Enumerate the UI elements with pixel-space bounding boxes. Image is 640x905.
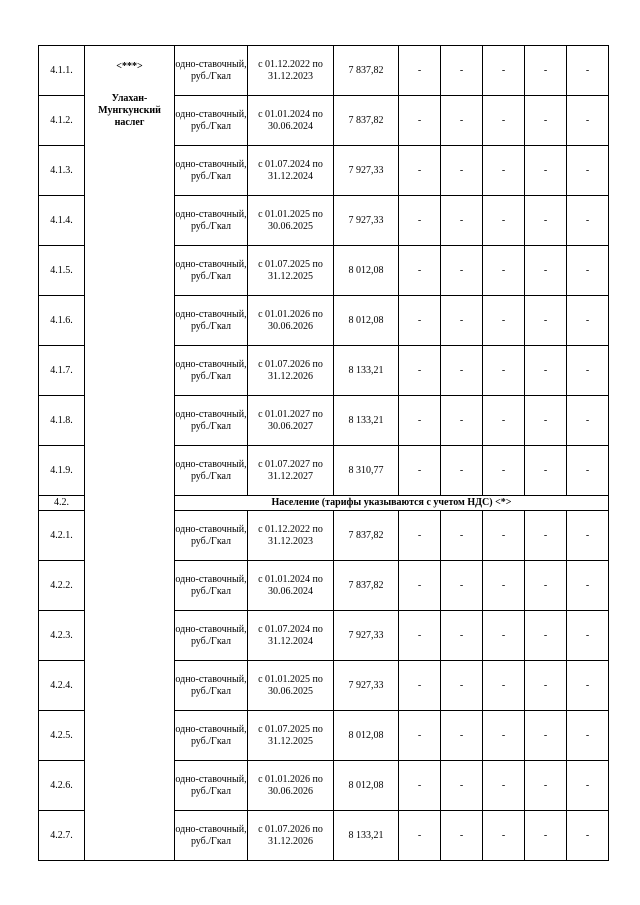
empty-value: - bbox=[399, 561, 441, 611]
row-number: 4.1.9. bbox=[39, 446, 85, 496]
tariff-value: 8 133,21 bbox=[334, 396, 399, 446]
rate-type: одно-ставочный, руб./Гкал bbox=[175, 611, 248, 661]
empty-value: - bbox=[399, 96, 441, 146]
empty-value: - bbox=[567, 811, 609, 861]
row-number: 4.2.5. bbox=[39, 711, 85, 761]
empty-value: - bbox=[483, 146, 525, 196]
empty-value: - bbox=[399, 811, 441, 861]
empty-value: - bbox=[441, 46, 483, 96]
empty-value: - bbox=[483, 761, 525, 811]
empty-value: - bbox=[483, 446, 525, 496]
row-number: 4.1.3. bbox=[39, 146, 85, 196]
empty-value: - bbox=[567, 246, 609, 296]
name-footnote-mark: <***> bbox=[116, 61, 143, 72]
empty-value: - bbox=[441, 761, 483, 811]
empty-value: - bbox=[483, 561, 525, 611]
validity-period: с 01.07.2024 по 31.12.2024 bbox=[248, 611, 334, 661]
empty-value: - bbox=[483, 46, 525, 96]
empty-value: - bbox=[567, 611, 609, 661]
empty-value: - bbox=[399, 761, 441, 811]
empty-value: - bbox=[567, 346, 609, 396]
validity-period: с 01.07.2026 по 31.12.2026 bbox=[248, 346, 334, 396]
tariff-value: 7 837,82 bbox=[334, 46, 399, 96]
empty-value: - bbox=[483, 396, 525, 446]
empty-value: - bbox=[441, 511, 483, 561]
section-title: Население (тарифы указываются с учетом НДС) <*> bbox=[175, 496, 609, 511]
empty-value: - bbox=[441, 246, 483, 296]
empty-value: - bbox=[567, 711, 609, 761]
rate-type: одно-ставочный, руб./Гкал bbox=[175, 561, 248, 611]
row-number: 4.1.7. bbox=[39, 346, 85, 396]
empty-value: - bbox=[567, 96, 609, 146]
rate-type: одно-ставочный, руб./Гкал bbox=[175, 761, 248, 811]
empty-value: - bbox=[525, 296, 567, 346]
rate-type: одно-ставочный, руб./Гкал bbox=[175, 96, 248, 146]
validity-period: с 01.07.2025 по 31.12.2025 bbox=[248, 711, 334, 761]
rate-type: одно-ставочный, руб./Гкал bbox=[175, 296, 248, 346]
empty-value: - bbox=[483, 511, 525, 561]
table-row bbox=[39, 46, 609, 96]
row-number: 4.1.2. bbox=[39, 96, 85, 146]
tariff-value: 8 012,08 bbox=[334, 296, 399, 346]
empty-value: - bbox=[525, 146, 567, 196]
section-number: 4.2. bbox=[39, 496, 85, 511]
empty-value: - bbox=[441, 661, 483, 711]
row-number: 4.2.7. bbox=[39, 811, 85, 861]
validity-period: с 01.01.2026 по 30.06.2026 bbox=[248, 761, 334, 811]
rate-type: одно-ставочный, руб./Гкал bbox=[175, 46, 248, 96]
rate-type: одно-ставочный, руб./Гкал bbox=[175, 146, 248, 196]
empty-value: - bbox=[567, 761, 609, 811]
validity-period: с 01.01.2025 по 30.06.2025 bbox=[248, 661, 334, 711]
rate-type: одно-ставочный, руб./Гкал bbox=[175, 346, 248, 396]
empty-value: - bbox=[399, 446, 441, 496]
empty-value: - bbox=[525, 511, 567, 561]
tariff-value: 8 133,21 bbox=[334, 811, 399, 861]
tariff-document bbox=[38, 45, 608, 861]
empty-value: - bbox=[399, 511, 441, 561]
row-number: 4.2.3. bbox=[39, 611, 85, 661]
rate-type: одно-ставочный, руб./Гкал bbox=[175, 511, 248, 561]
empty-value: - bbox=[399, 711, 441, 761]
empty-value: - bbox=[483, 711, 525, 761]
empty-value: - bbox=[567, 661, 609, 711]
empty-value: - bbox=[441, 611, 483, 661]
empty-value: - bbox=[441, 346, 483, 396]
empty-value: - bbox=[483, 246, 525, 296]
empty-value: - bbox=[441, 96, 483, 146]
empty-value: - bbox=[525, 246, 567, 296]
empty-value: - bbox=[441, 296, 483, 346]
row-number: 4.1.4. bbox=[39, 196, 85, 246]
tariff-value: 8 133,21 bbox=[334, 346, 399, 396]
row-number: 4.1.8. bbox=[39, 396, 85, 446]
municipality-name-cell bbox=[85, 46, 175, 861]
empty-value: - bbox=[567, 561, 609, 611]
validity-period: с 01.01.2027 по 30.06.2027 bbox=[248, 396, 334, 446]
tariff-table bbox=[38, 45, 609, 861]
empty-value: - bbox=[399, 146, 441, 196]
municipality-name: Улахан-Мунгкунский наслег bbox=[98, 93, 161, 128]
empty-value: - bbox=[567, 446, 609, 496]
validity-period: с 01.01.2024 по 30.06.2024 bbox=[248, 96, 334, 146]
tariff-value: 8 012,08 bbox=[334, 761, 399, 811]
rate-type: одно-ставочный, руб./Гкал bbox=[175, 396, 248, 446]
tariff-value: 8 012,08 bbox=[334, 246, 399, 296]
empty-value: - bbox=[483, 661, 525, 711]
rate-type: одно-ставочный, руб./Гкал bbox=[175, 661, 248, 711]
empty-value: - bbox=[567, 46, 609, 96]
empty-value: - bbox=[441, 561, 483, 611]
row-number: 4.2.6. bbox=[39, 761, 85, 811]
rate-type: одно-ставочный, руб./Гкал bbox=[175, 811, 248, 861]
empty-value: - bbox=[399, 661, 441, 711]
empty-value: - bbox=[441, 396, 483, 446]
tariff-value: 8 310,77 bbox=[334, 446, 399, 496]
empty-value: - bbox=[483, 96, 525, 146]
empty-value: - bbox=[441, 446, 483, 496]
validity-period: с 01.07.2025 по 31.12.2025 bbox=[248, 246, 334, 296]
empty-value: - bbox=[525, 711, 567, 761]
row-number: 4.2.4. bbox=[39, 661, 85, 711]
tariff-value: 7 837,82 bbox=[334, 96, 399, 146]
tariff-value: 7 837,82 bbox=[334, 511, 399, 561]
empty-value: - bbox=[441, 711, 483, 761]
empty-value: - bbox=[483, 346, 525, 396]
row-number: 4.1.6. bbox=[39, 296, 85, 346]
tariff-value: 7 927,33 bbox=[334, 196, 399, 246]
empty-value: - bbox=[483, 811, 525, 861]
empty-value: - bbox=[441, 146, 483, 196]
empty-value: - bbox=[567, 196, 609, 246]
rate-type: одно-ставочный, руб./Гкал bbox=[175, 711, 248, 761]
empty-value: - bbox=[441, 196, 483, 246]
rate-type: одно-ставочный, руб./Гкал bbox=[175, 196, 248, 246]
tariff-value: 7 837,82 bbox=[334, 561, 399, 611]
tariff-value: 7 927,33 bbox=[334, 146, 399, 196]
tariff-value: 7 927,33 bbox=[334, 661, 399, 711]
empty-value: - bbox=[525, 196, 567, 246]
empty-value: - bbox=[525, 46, 567, 96]
empty-value: - bbox=[399, 296, 441, 346]
empty-value: - bbox=[525, 761, 567, 811]
empty-value: - bbox=[567, 146, 609, 196]
validity-period: с 01.01.2026 по 30.06.2026 bbox=[248, 296, 334, 346]
empty-value: - bbox=[399, 46, 441, 96]
validity-period: с 01.07.2024 по 31.12.2024 bbox=[248, 146, 334, 196]
empty-value: - bbox=[525, 396, 567, 446]
empty-value: - bbox=[483, 611, 525, 661]
empty-value: - bbox=[525, 346, 567, 396]
validity-period: с 01.01.2024 по 30.06.2024 bbox=[248, 561, 334, 611]
empty-value: - bbox=[399, 611, 441, 661]
empty-value: - bbox=[525, 446, 567, 496]
empty-value: - bbox=[399, 396, 441, 446]
empty-value: - bbox=[399, 196, 441, 246]
empty-value: - bbox=[483, 296, 525, 346]
rate-type: одно-ставочный, руб./Гкал bbox=[175, 246, 248, 296]
row-number: 4.1.5. bbox=[39, 246, 85, 296]
empty-value: - bbox=[441, 811, 483, 861]
empty-value: - bbox=[567, 511, 609, 561]
empty-value: - bbox=[399, 246, 441, 296]
validity-period: с 01.07.2027 по 31.12.2027 bbox=[248, 446, 334, 496]
empty-value: - bbox=[525, 661, 567, 711]
empty-value: - bbox=[567, 296, 609, 346]
empty-value: - bbox=[525, 96, 567, 146]
empty-value: - bbox=[483, 196, 525, 246]
empty-value: - bbox=[399, 346, 441, 396]
row-number: 4.2.1. bbox=[39, 511, 85, 561]
validity-period: с 01.12.2022 по 31.12.2023 bbox=[248, 511, 334, 561]
rate-type: одно-ставочный, руб./Гкал bbox=[175, 446, 248, 496]
validity-period: с 01.01.2025 по 30.06.2025 bbox=[248, 196, 334, 246]
row-number: 4.2.2. bbox=[39, 561, 85, 611]
empty-value: - bbox=[525, 811, 567, 861]
tariff-value: 7 927,33 bbox=[334, 611, 399, 661]
empty-value: - bbox=[525, 561, 567, 611]
empty-value: - bbox=[525, 611, 567, 661]
validity-period: с 01.12.2022 по 31.12.2023 bbox=[248, 46, 334, 96]
row-number: 4.1.1. bbox=[39, 46, 85, 96]
validity-period: с 01.07.2026 по 31.12.2026 bbox=[248, 811, 334, 861]
tariff-value: 8 012,08 bbox=[334, 711, 399, 761]
empty-value: - bbox=[567, 396, 609, 446]
